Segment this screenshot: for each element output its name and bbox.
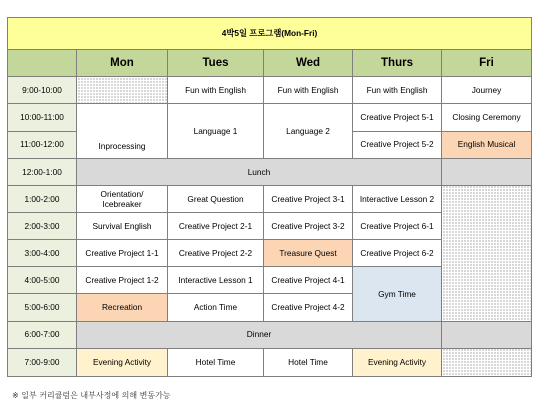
schedule-cell-highlight: Evening Activity	[353, 348, 442, 376]
time-slot: 9:00-10:00	[8, 77, 77, 104]
day-header-fri: Fri	[442, 50, 532, 77]
schedule-cell: Interactive Lesson 2	[353, 185, 442, 212]
schedule-cell: Creative Project 5-1	[353, 104, 442, 131]
schedule-cell: Fun with English	[264, 77, 353, 104]
schedule-cell: Creative Project 6-1	[353, 213, 442, 240]
lunch-cell-fri	[442, 158, 532, 185]
time-slot: 7:00-9:00	[8, 348, 77, 376]
schedule-cell: Fun with English	[168, 77, 264, 104]
time-slot: 3:00-4:00	[8, 240, 77, 267]
schedule-cell: Action Time	[168, 294, 264, 321]
schedule-cell: Creative Project 6-2	[353, 240, 442, 267]
time-slot: 6:00-7:00	[8, 321, 77, 348]
lunch-cell: Lunch	[77, 158, 442, 185]
schedule-cell: Creative Project 1-1	[77, 240, 168, 267]
schedule-cell: Great Question	[168, 185, 264, 212]
schedule-title: 4박5일 프로그램(Mon-Fri)	[8, 18, 532, 50]
cell-line: Icebreaker	[102, 198, 142, 209]
schedule-cell-highlight: Treasure Quest	[264, 240, 353, 267]
time-slot: 12:00-1:00	[8, 158, 77, 185]
schedule-cell: Creative Project 4-2	[264, 294, 353, 321]
cell-line: Orientation/	[100, 188, 144, 199]
time-slot: 5:00-6:00	[8, 294, 77, 321]
schedule-cell: Creative Project 4-1	[264, 267, 353, 294]
schedule-cell: Creative Project 5-2	[353, 131, 442, 158]
schedule-cell-highlight: English Musical	[442, 131, 532, 158]
schedule-cell	[77, 185, 168, 212]
day-header-thurs: Thurs	[353, 50, 442, 77]
time-slot: 1:00-2:00	[8, 185, 77, 212]
schedule-cell-highlight: Evening Activity	[77, 348, 168, 376]
dinner-cell: Dinner	[77, 321, 442, 348]
schedule-cell: Interactive Lesson 1	[168, 267, 264, 294]
schedule-cell: Creative Project 2-1	[168, 213, 264, 240]
schedule-cell: Hotel Time	[264, 348, 353, 376]
dinner-cell-fri	[442, 321, 532, 348]
schedule-cell: Journey	[442, 77, 532, 104]
time-slot: 4:00-5:00	[8, 267, 77, 294]
schedule-cell: Hotel Time	[168, 348, 264, 376]
time-slot: 10:00-11:00	[8, 104, 77, 131]
time-slot: 11:00-12:00	[8, 131, 77, 158]
schedule-cell: Survival English	[77, 213, 168, 240]
schedule-cell: Fun with English	[353, 77, 442, 104]
schedule-cell: Language 2	[264, 104, 353, 158]
day-header-tues: Tues	[168, 50, 264, 77]
empty-dotted-cell	[77, 77, 168, 104]
schedule-cell-highlight: Recreation	[77, 294, 168, 321]
footnote: ※ 일부 커리큘럼은 내부사정에 의해 변동가능	[12, 391, 171, 400]
schedule-cell-highlight: Gym Time	[353, 267, 442, 321]
time-slot: 2:00-3:00	[8, 213, 77, 240]
schedule-cell: Creative Project 1-2	[77, 267, 168, 294]
header-corner	[8, 50, 77, 77]
schedule-table	[7, 17, 532, 377]
schedule-cell: Creative Project 2-2	[168, 240, 264, 267]
day-header-mon: Mon	[77, 50, 168, 77]
schedule-cell: Language 1	[168, 104, 264, 158]
empty-dotted-cell	[442, 348, 532, 376]
schedule-cell: Creative Project 3-1	[264, 185, 353, 212]
schedule-cell: Creative Project 3-2	[264, 213, 353, 240]
empty-dotted-cell	[442, 185, 532, 321]
schedule-cell: Inprocessing	[77, 104, 168, 158]
schedule-cell: Closing Ceremony	[442, 104, 532, 131]
day-header-wed: Wed	[264, 50, 353, 77]
